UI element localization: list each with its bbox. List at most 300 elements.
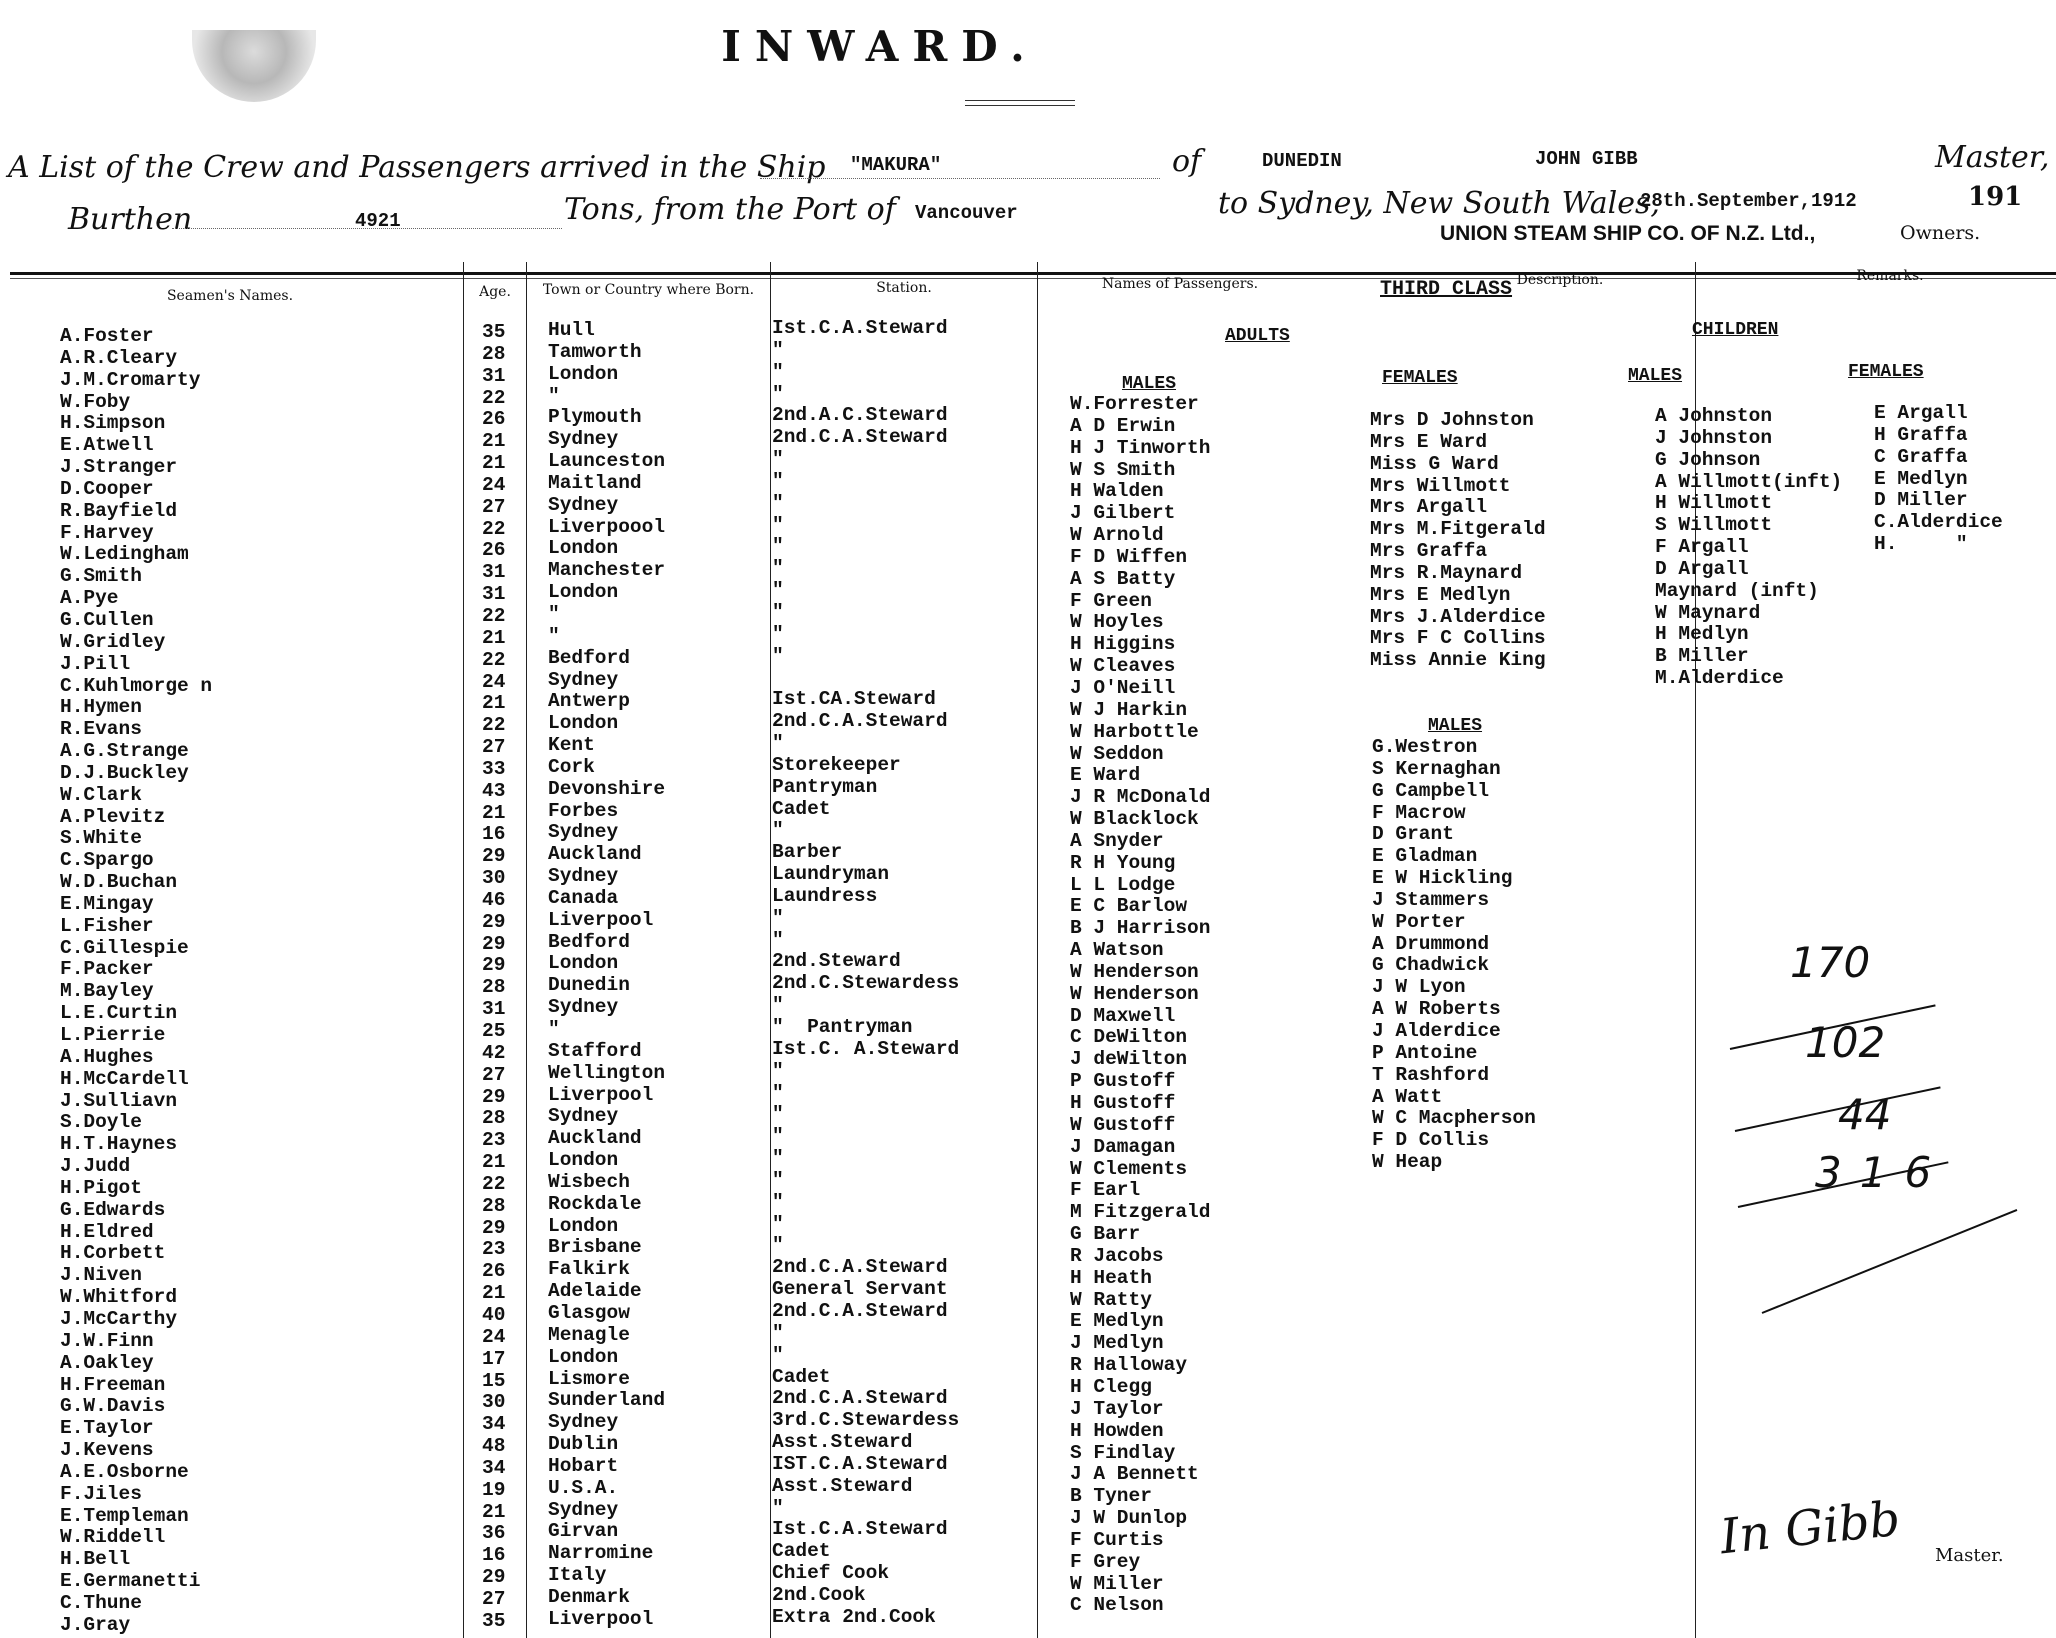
- crew-station: ": [772, 1147, 784, 1170]
- child-females-column: [1874, 403, 2003, 556]
- adult-male-passenger: J R McDonald: [1070, 786, 1211, 809]
- crew-name: E.Mingay: [60, 892, 154, 915]
- crew-station: 2nd.C.Stewardess: [772, 972, 960, 995]
- adult-male-passenger: H Walden: [1070, 480, 1164, 503]
- adult-male-passenger: W Arnold: [1070, 524, 1164, 547]
- crew-station: ": [772, 1321, 784, 1344]
- adult-male-passenger: J deWilton: [1070, 1048, 1188, 1071]
- crew-age: 28: [482, 342, 506, 365]
- crew-name: G.Cullen: [60, 608, 154, 631]
- signature-label: Master.: [1935, 1545, 2004, 1566]
- list-prefix: A List of the Crew and Passengers arrived in the Ship: [8, 150, 826, 185]
- adult-male-passenger: A Watson: [1070, 939, 1164, 962]
- adult-male-passenger: H Heath: [1070, 1266, 1152, 1289]
- crew-name: A.R.Cleary: [60, 346, 178, 369]
- adult-male-passenger: W Clements: [1070, 1157, 1188, 1180]
- child-male-passenger: S Willmott: [1655, 514, 1773, 537]
- adult-male-passenger: A Drummond: [1372, 932, 1490, 955]
- crew-age: 23: [482, 1129, 506, 1152]
- crew-age: 21: [482, 626, 506, 649]
- crew-birthplace: Italy: [548, 1564, 607, 1587]
- crew-age: 21: [482, 430, 506, 453]
- crew-station: 2nd.Steward: [772, 950, 901, 973]
- crew-station: ": [772, 1212, 784, 1235]
- crew-station: ": [772, 1190, 784, 1213]
- child-male-passenger: H Willmott: [1655, 492, 1773, 515]
- crew-name: J.Pill: [60, 652, 131, 675]
- adult-female-passenger: Miss Annie King: [1370, 649, 1546, 672]
- adult-male-passenger: F D Wiffen: [1070, 545, 1188, 568]
- adult-male-passenger: W Miller: [1070, 1572, 1164, 1595]
- crew-age: 21: [482, 452, 506, 475]
- adult-male-passenger: F Grey: [1070, 1550, 1141, 1573]
- crew-name: E.Taylor: [60, 1417, 154, 1440]
- crew-station: 2nd.A.C.Steward: [772, 404, 948, 427]
- crew-birthplace: Falkirk: [548, 1258, 630, 1281]
- crew-name: F.Harvey: [60, 521, 154, 544]
- crew-age: 28: [482, 976, 506, 999]
- crew-age: 19: [482, 1478, 506, 1501]
- crew-age: 25: [482, 1020, 506, 1042]
- crew-birthplace: Sydney: [548, 1105, 619, 1128]
- burthen-value: 4921: [355, 210, 401, 232]
- col-head-seamen: Seamen's Names.: [166, 288, 294, 304]
- crew-station: Cadet: [772, 1365, 831, 1388]
- crew-birthplace: Wisbech: [548, 1170, 630, 1193]
- crew-station: Cadet: [772, 797, 831, 820]
- tally-total: 316: [1815, 1148, 1950, 1197]
- crew-name: D.Cooper: [60, 477, 154, 500]
- adult-males-column: [1070, 394, 1210, 1617]
- crew-name: E.Atwell: [60, 434, 154, 457]
- adult-male-passenger: T Rashford: [1372, 1063, 1490, 1086]
- crew-name: H.Eldred: [60, 1220, 154, 1243]
- crew-ages-column: [482, 322, 505, 1633]
- adult-male-passenger: W C Macpherson: [1372, 1107, 1536, 1130]
- crew-age: 22: [482, 648, 506, 671]
- crew-age: 21: [482, 1500, 506, 1523]
- crew-station: ": [772, 579, 784, 602]
- adult-male-passenger: A Snyder: [1070, 829, 1164, 852]
- crew-birthplace: Sydney: [548, 668, 619, 691]
- crew-age: 42: [482, 1041, 506, 1064]
- crew-birthplace: Manchester: [548, 559, 666, 582]
- col-head-age: Age.: [479, 284, 511, 300]
- crew-birthplace: London: [548, 1345, 619, 1368]
- tons-label: Tons, from the Port of: [564, 192, 896, 227]
- crew-age: 23: [482, 1238, 506, 1261]
- crew-name: J.Sulliavn: [60, 1089, 178, 1112]
- adult-male-passenger: W Harbottle: [1070, 720, 1199, 743]
- crew-age: 21: [482, 692, 506, 715]
- crew-name: J.Judd: [60, 1155, 131, 1178]
- crew-name: A.Plevitz: [60, 805, 166, 828]
- crew-birthplace: Cork: [548, 755, 595, 778]
- adult-male-passenger: G.Westron: [1372, 736, 1478, 758]
- crew-age: 22: [482, 1172, 506, 1195]
- child-male-passenger: F Argall: [1655, 536, 1749, 559]
- crew-birthplace: Sydney: [548, 996, 619, 1019]
- adult-male-passenger: W J Harkin: [1070, 698, 1188, 721]
- crew-name: S.White: [60, 827, 142, 850]
- crew-name: W.Ledingham: [60, 543, 189, 566]
- adult-male-passenger: G Campbell: [1372, 779, 1490, 802]
- crew-name: C.Thune: [60, 1591, 142, 1614]
- crew-age: 28: [482, 1107, 506, 1130]
- crew-birthplace: Sunderland: [548, 1389, 666, 1412]
- adult-male-passenger: F D Collis: [1372, 1129, 1490, 1152]
- crew-station: ": [772, 1103, 784, 1126]
- crew-birthplace: Sydney: [548, 821, 619, 844]
- crew-age: 34: [482, 1413, 506, 1436]
- ship-name: "MAKURA": [850, 154, 942, 176]
- crew-name: C.Kuhlmorge n: [60, 674, 213, 697]
- crew-station: Laundryman: [772, 863, 890, 886]
- crew-birthplace: ": [548, 384, 560, 407]
- adult-male-passenger: J O'Neill: [1070, 676, 1176, 699]
- child-male-passenger: G Johnson: [1655, 448, 1761, 471]
- adult-male-passenger: F Curtis: [1070, 1528, 1164, 1551]
- crew-age: 31: [482, 561, 506, 584]
- child-female-passenger: H Graffa: [1874, 423, 1968, 446]
- crew-station: Storekeeper: [772, 753, 901, 776]
- col-head-born: Town or Country where Born.: [542, 282, 755, 298]
- crew-birthplace: Sydney: [548, 428, 619, 451]
- adult-male-passenger: W Cleaves: [1070, 655, 1176, 678]
- crew-birthplace: Girvan: [548, 1520, 619, 1543]
- from-port: Vancouver: [915, 202, 1018, 224]
- crew-age: 29: [482, 932, 506, 955]
- crew-birthplace: Liverpool: [548, 908, 654, 931]
- crew-birthplace: Lismore: [548, 1367, 630, 1390]
- crew-station: Ist.CA.Steward: [772, 688, 936, 711]
- child-female-passenger: C Graffa: [1874, 445, 1968, 468]
- adult-male-passenger: H Higgins: [1070, 633, 1176, 656]
- crew-station: Cadet: [772, 1540, 831, 1563]
- adult-male-passenger: D Grant: [1372, 823, 1454, 846]
- col-divider: [463, 262, 464, 1638]
- crew-age: 27: [482, 495, 506, 518]
- crew-birthplace: London: [548, 1149, 619, 1172]
- crew-name: A.Oakley: [60, 1351, 154, 1374]
- page-title: INWARD.: [721, 22, 1039, 71]
- owners-name: UNION STEAM SHIP CO. OF N.Z. Ltd.,: [1440, 222, 1816, 245]
- child-males-column: [1655, 406, 1842, 690]
- crew-station: ": [772, 1125, 784, 1148]
- crew-station: ": [772, 469, 784, 492]
- crew-name: A.Foster: [60, 325, 154, 347]
- crew-name: H.Corbett: [60, 1242, 166, 1265]
- col-divider: [526, 262, 527, 1638]
- crew-station: Barber: [772, 841, 843, 864]
- crew-name: G.W.Davis: [60, 1395, 166, 1418]
- adult-female-passenger: Mrs Willmott: [1370, 474, 1511, 497]
- crew-birthplace: Liverpool: [548, 1083, 654, 1106]
- crew-age: 27: [482, 736, 506, 759]
- crew-name: W.Gridley: [60, 630, 166, 653]
- child-female-passenger: H. ": [1874, 533, 1968, 556]
- crew-age: 16: [482, 1544, 506, 1567]
- adult-male-passenger: P Antoine: [1372, 1041, 1478, 1064]
- child-female-passenger: C.Alderdice: [1874, 511, 2003, 534]
- crew-name: F.Jiles: [60, 1482, 142, 1505]
- crew-birthplace: London: [548, 952, 619, 975]
- crew-station: ": [772, 644, 784, 667]
- crew-station: ": [772, 448, 784, 471]
- adult-female-passenger: Mrs Argall: [1370, 496, 1488, 519]
- adult-female-passenger: Mrs R.Maynard: [1370, 561, 1523, 584]
- crew-age: 46: [482, 888, 506, 911]
- crew-birthplace: Auckland: [548, 843, 642, 866]
- crew-age: 24: [482, 473, 506, 496]
- child-male-passenger: B Miller: [1655, 645, 1749, 668]
- crew-station: 2nd.Cook: [772, 1583, 866, 1606]
- adults-label: ADULTS: [1225, 326, 1290, 346]
- crew-name: R.Evans: [60, 718, 142, 741]
- crew-birthplace: Adelaide: [548, 1280, 642, 1303]
- crew-age: 21: [482, 1282, 506, 1305]
- child-male-passenger: J Johnston: [1655, 426, 1773, 449]
- crew-station: Extra 2nd.Cook: [772, 1605, 936, 1628]
- crew-name: G.Edwards: [60, 1198, 166, 1221]
- adult-male-passenger: L L Lodge: [1070, 873, 1176, 896]
- crew-age: 29: [482, 1216, 506, 1239]
- crew-name: W.D.Buchan: [60, 871, 178, 894]
- crew-station: Ist.C.A.Steward: [772, 317, 948, 339]
- child-male-passenger: M.Alderdice: [1655, 667, 1784, 690]
- adult-male-passenger: J Damagan: [1070, 1135, 1176, 1158]
- crew-station: Ist.C.A.Steward: [772, 1518, 948, 1541]
- table-top-rule-2: [10, 278, 2056, 279]
- adult-male-passenger: C Nelson: [1070, 1594, 1164, 1617]
- adult-male-passenger: R H Young: [1070, 851, 1176, 874]
- crew-station: 2nd.C.A.Steward: [772, 1256, 948, 1279]
- crew-station: ": [772, 535, 784, 558]
- col-head-passengers: Names of Passengers.: [1101, 276, 1259, 292]
- adult-male-passenger: P Gustoff: [1070, 1070, 1176, 1093]
- crew-age: 21: [482, 1151, 506, 1174]
- col-head-remarks: Remarks.: [1856, 268, 1924, 284]
- adult-males-b-column: [1372, 737, 1536, 1174]
- child-male-passenger: Maynard (inft): [1655, 579, 1819, 602]
- crew-name: A.Hughes: [60, 1045, 154, 1068]
- crew-birthplace: Auckland: [548, 1127, 642, 1150]
- crew-station: 2nd.C.A.Steward: [772, 1387, 948, 1410]
- adult-male-passenger: W Seddon: [1070, 742, 1164, 765]
- child-females-label: FEMALES: [1848, 362, 1924, 382]
- crew-station: 2nd.C.A.Steward: [772, 1299, 948, 1322]
- crew-birthplace: Stafford: [548, 1039, 642, 1062]
- adult-males-b-label: MALES: [1428, 716, 1483, 736]
- year-suffix: 191: [1968, 182, 2023, 212]
- adult-male-passenger: H Gustoff: [1070, 1092, 1176, 1114]
- adult-male-passenger: C DeWilton: [1070, 1026, 1188, 1049]
- crew-age: 29: [482, 1566, 506, 1589]
- crew-birthplace: Sydney: [548, 865, 619, 888]
- adult-male-passenger: G Chadwick: [1372, 954, 1490, 977]
- adult-male-passenger: M Fitzgerald: [1070, 1201, 1211, 1224]
- crew-name: J.McCarthy: [60, 1307, 178, 1330]
- col-divider: [1037, 262, 1038, 1638]
- adult-male-passenger: A Watt: [1372, 1085, 1443, 1108]
- crew-station: ": [772, 491, 784, 514]
- crew-birthplace: Sydney: [548, 1411, 619, 1434]
- crew-name: L.Fisher: [60, 914, 154, 937]
- crew-birthplace: London: [548, 581, 619, 604]
- adult-male-passenger: E Gladman: [1372, 845, 1478, 868]
- crew-age: 26: [482, 539, 506, 562]
- crew-age: 40: [482, 1303, 506, 1326]
- owners-label: Owners.: [1900, 222, 1981, 244]
- crew-station: ": [772, 382, 784, 405]
- crew-name: M.Bayley: [60, 980, 154, 1003]
- adult-male-passenger: J Gilbert: [1070, 502, 1176, 525]
- crew-age: 31: [482, 998, 506, 1021]
- adult-male-passenger: W.Forrester: [1070, 393, 1199, 415]
- crew-station: 3rd.C.Stewardess: [772, 1409, 960, 1432]
- to-label: to Sydney, New South Wales,: [1218, 186, 1660, 221]
- crew-birthplace: Forbes: [548, 799, 619, 822]
- crew-station: ": [772, 1343, 784, 1366]
- crew-birthplace: Bedford: [548, 930, 630, 953]
- crew-birthplace: Sydney: [548, 1498, 619, 1521]
- crew-name: H.Freeman: [60, 1373, 166, 1396]
- crew-birthplace: Tamworth: [548, 340, 642, 363]
- adult-males-label: MALES: [1122, 374, 1177, 394]
- crew-age: 31: [482, 583, 506, 606]
- crew-station: ": [772, 994, 784, 1017]
- crew-name: C.Gillespie: [60, 936, 189, 959]
- of-label: of: [1172, 144, 1202, 179]
- crew-age: 26: [482, 408, 506, 431]
- child-female-passenger: E Argall: [1874, 402, 1968, 424]
- crew-birthplace: Maitland: [548, 471, 642, 494]
- crew-station: ": [772, 928, 784, 951]
- crew-name: L.Pierrie: [60, 1024, 166, 1046]
- adult-female-passenger: Mrs F C Collins: [1370, 627, 1546, 650]
- crew-birthplace: U.S.A.: [548, 1476, 619, 1499]
- crew-birthplace: Brisbane: [548, 1236, 642, 1259]
- tally-1: 170: [1790, 938, 1871, 987]
- children-label: CHILDREN: [1692, 320, 1779, 340]
- crew-name: L.E.Curtin: [60, 1002, 178, 1025]
- crew-birthplace: Dunedin: [548, 974, 630, 997]
- crew-age: 48: [482, 1435, 506, 1458]
- crew-born-column: [548, 320, 665, 1631]
- crew-station: Ist.C. A.Steward: [772, 1037, 960, 1060]
- crew-name: H.Hymen: [60, 696, 142, 719]
- adult-male-passenger: R Halloway: [1070, 1354, 1188, 1377]
- crew-station: 2nd.C.A.Steward: [772, 710, 948, 733]
- adult-male-passenger: J Medlyn: [1070, 1332, 1164, 1355]
- crew-name: J.Gray: [60, 1613, 131, 1636]
- crew-age: 28: [482, 1194, 506, 1217]
- crew-birthplace: Dublin: [548, 1433, 619, 1456]
- crew-station: ": [772, 1059, 784, 1082]
- crew-birthplace: Narromine: [548, 1542, 654, 1565]
- tally-3: 44: [1838, 1090, 1892, 1139]
- crew-birthplace: Wellington: [548, 1061, 666, 1084]
- crew-name: W.Foby: [60, 390, 131, 413]
- crew-station: ": [772, 819, 784, 842]
- adult-female-passenger: Miss G Ward: [1370, 452, 1499, 475]
- crew-station: ": [772, 1496, 784, 1519]
- adult-male-passenger: F Earl: [1070, 1179, 1141, 1202]
- crew-name: J.M.Cromarty: [60, 368, 201, 391]
- crew-name: H.Bell: [60, 1548, 131, 1571]
- crew-station: ": [772, 557, 784, 580]
- master-name: JOHN GIBB: [1535, 148, 1638, 170]
- crew-name: W.Clark: [60, 783, 142, 806]
- adult-male-passenger: B J Harrison: [1070, 917, 1211, 940]
- master-label: Master,: [1935, 140, 2050, 175]
- adult-male-passenger: F Green: [1070, 589, 1152, 612]
- adult-females-column: [1370, 410, 1546, 672]
- crew-birthplace: Sydney: [548, 493, 619, 516]
- crew-name: S.Doyle: [60, 1111, 142, 1134]
- adult-male-passenger: A W Roberts: [1372, 998, 1501, 1021]
- crew-birthplace: Kent: [548, 734, 595, 757]
- adult-male-passenger: W Blacklock: [1070, 808, 1199, 831]
- crew-name: J.Stranger: [60, 456, 178, 479]
- adult-male-passenger: A S Batty: [1070, 567, 1176, 590]
- adult-male-passenger: H Clegg: [1070, 1375, 1152, 1398]
- adult-male-passenger: G Barr: [1070, 1223, 1141, 1246]
- crew-name: E.Templeman: [60, 1504, 189, 1527]
- crew-birthplace: Menagle: [548, 1323, 630, 1346]
- adult-male-passenger: W Heap: [1372, 1151, 1443, 1174]
- ship-line: [760, 178, 1160, 179]
- adult-male-passenger: B Tyner: [1070, 1485, 1152, 1508]
- crew-name: D.J.Buckley: [60, 761, 189, 784]
- adult-male-passenger: J Alderdice: [1372, 1019, 1501, 1042]
- crew-age: 24: [482, 1325, 506, 1348]
- crew-station: ": [772, 513, 784, 536]
- adult-male-passenger: W Henderson: [1070, 960, 1199, 983]
- crew-age: 35: [482, 321, 506, 343]
- adult-male-passenger: S Findlay: [1070, 1441, 1176, 1464]
- crew-name: A.Pye: [60, 587, 119, 610]
- crew-birthplace: London: [548, 712, 619, 735]
- crew-birthplace: Hull: [548, 319, 595, 341]
- crew-age: 31: [482, 364, 506, 387]
- crew-birthplace: Canada: [548, 886, 619, 909]
- crew-name: F.Packer: [60, 958, 154, 981]
- adult-male-passenger: E Medlyn: [1070, 1310, 1164, 1333]
- crew-age: 27: [482, 1587, 506, 1610]
- crew-station: General Servant: [772, 1278, 948, 1301]
- adult-male-passenger: W Ratty: [1070, 1288, 1152, 1311]
- crew-birthplace: Denmark: [548, 1585, 630, 1608]
- adult-male-passenger: R Jacobs: [1070, 1244, 1164, 1267]
- crew-age: 29: [482, 910, 506, 933]
- table-top-rule: [10, 272, 2056, 275]
- crew-birthplace: London: [548, 537, 619, 560]
- child-female-passenger: D Miller: [1874, 489, 1968, 512]
- child-male-passenger: D Argall: [1655, 557, 1749, 580]
- crew-birthplace: London: [548, 1214, 619, 1237]
- adult-female-passenger: Mrs Graffa: [1370, 540, 1488, 563]
- adult-male-passenger: H J Tinworth: [1070, 436, 1211, 459]
- crew-station: Asst.Steward: [772, 1474, 913, 1497]
- adult-male-passenger: W Henderson: [1070, 982, 1199, 1005]
- crew-station: Pantryman: [772, 775, 878, 798]
- crew-age: 27: [482, 1063, 506, 1086]
- child-female-passenger: E Medlyn: [1874, 467, 1968, 490]
- child-male-passenger: A Johnston: [1655, 405, 1773, 427]
- adult-female-passenger: Mrs D Johnston: [1370, 409, 1534, 431]
- crew-name: J.W.Finn: [60, 1329, 154, 1352]
